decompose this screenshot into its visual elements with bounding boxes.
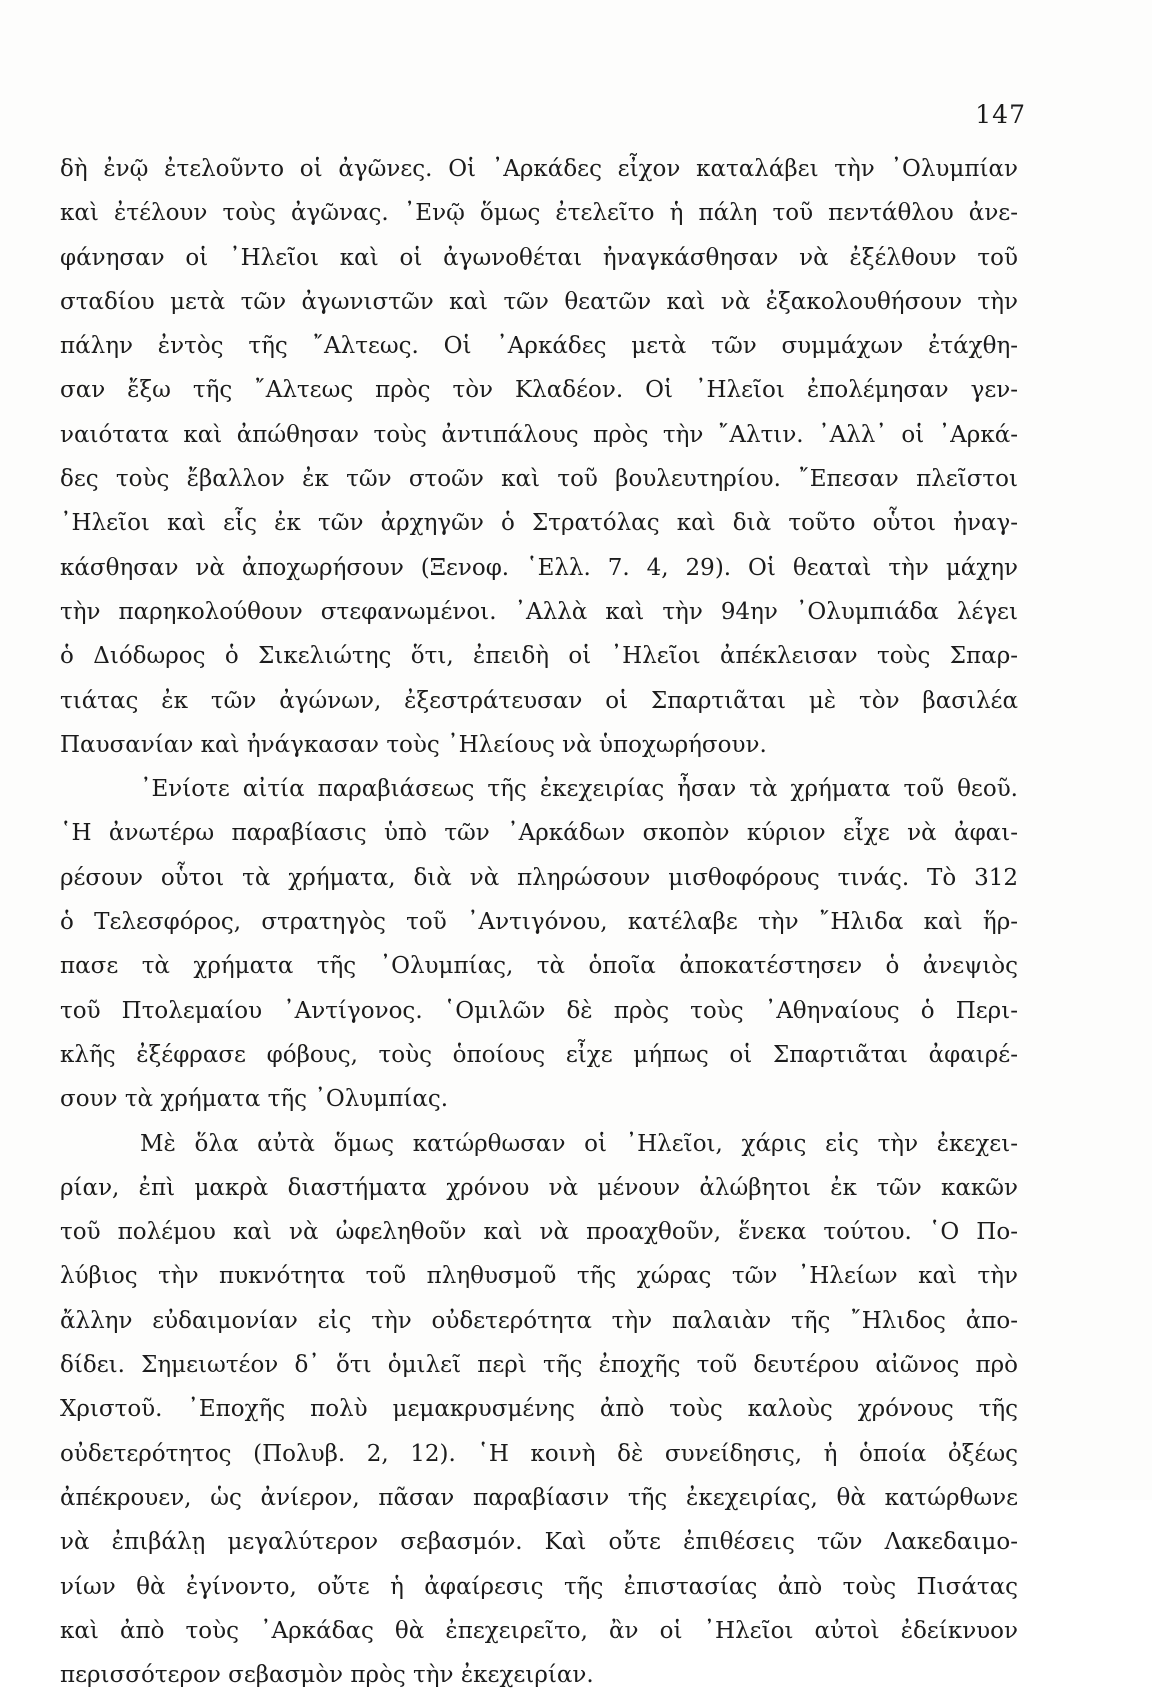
text-line: ᾽Ηλεῖοι καὶ εἷς ἐκ τῶν ἀρχηγῶν ὁ Στρατόλας καὶ διὰ τοῦτο οὗτοι ἠναγ- bbox=[60, 510, 1018, 537]
text-line: καὶ ἀπὸ τοὺς ᾽Αρκάδας θὰ ἐπεχειρεῖτο, ἂν οἱ ᾽Ηλεῖοι αὐτοὶ ἐδείκνυον bbox=[60, 1617, 1018, 1644]
text-line: ναιότατα καὶ ἀπώθησαν τοὺς ἀντιπάλους πρὸς τὴν ῎Αλτιν. ᾽Αλλ᾽ οἱ ᾽Αρκά- bbox=[60, 421, 1018, 448]
text-line: ρέσουν οὗτοι τὰ χρήματα, διὰ νὰ πληρώσουν μισθοφόρους τινάς. Τὸ 312 bbox=[60, 864, 1018, 891]
page-number: 147 bbox=[975, 100, 1026, 129]
text-line: κάσθησαν νὰ ἀποχωρήσουν (Ξενοφ. ῾Ελλ. 7. 4, 29). Οἱ θεαταὶ τὴν μάχην bbox=[60, 554, 1018, 581]
text-line: ὁ Τελεσφόρος, στρατηγὸς τοῦ ᾽Αντιγόνου, κατέλαβε τὴν ῎Ηλιδα καὶ ἥρ- bbox=[60, 909, 1018, 936]
text-line: Χριστοῦ. ᾽Εποχῆς πολὺ μεμακρυσμένης ἀπὸ τοὺς καλοὺς χρόνους τῆς bbox=[60, 1396, 1018, 1423]
text-line: σουν τὰ χρήματα τῆς ᾽Ολυμπίας. bbox=[60, 1086, 449, 1113]
body-text bbox=[60, 147, 1018, 1697]
text-line: νίων θὰ ἐγίνοντο, οὔτε ἡ ἀφαίρεσις τῆς ἐπιστασίας ἀπὸ τοὺς Πισάτας bbox=[60, 1573, 1018, 1600]
text-line: δίδει. Σημειωτέον δ᾽ ὅτι ὁμιλεῖ περὶ τῆς ἐποχῆς τοῦ δευτέρου αἰῶνος πρὸ bbox=[60, 1352, 1018, 1379]
text-line: σαν ἔξω τῆς ῎Αλτεως πρὸς τὸν Κλαδέον. Οἱ ᾽Ηλεῖοι ἐπολέμησαν γεν- bbox=[60, 377, 1018, 404]
text-line: δες τοὺς ἔβαλλον ἐκ τῶν στοῶν καὶ τοῦ βουλευτηρίου. ῎Επεσαν πλεῖστοι bbox=[60, 466, 1018, 493]
text-line: τοῦ Πτολεμαίου ᾽Αντίγονος. ῾Ομιλῶν δὲ πρὸς τοὺς ᾽Αθηναίους ὁ Περι- bbox=[60, 997, 1018, 1024]
text-line: Μὲ ὅλα αὐτὰ ὅμως κατώρθωσαν οἱ ᾽Ηλεῖοι, χάρις εἰς τὴν ἐκεχει- bbox=[140, 1130, 1018, 1157]
text-line: νὰ ἐπιβάλῃ μεγαλύτερον σεβασμόν. Καὶ οὔτε ἐπιθέσεις τῶν Λακεδαιμο- bbox=[60, 1529, 1018, 1556]
text-line: ῾Η ἀνωτέρω παραβίασις ὑπὸ τῶν ᾽Αρκάδων σκοπὸν κύριον εἶχε νὰ ἀφαι- bbox=[60, 820, 1018, 847]
text-line: λύβιος τὴν πυκνότητα τοῦ πληθυσμοῦ τῆς χώρας τῶν ᾽Ηλείων καὶ τὴν bbox=[60, 1263, 1018, 1290]
text-line: τὴν παρηκολούθουν στεφανωμένοι. ᾽Αλλὰ καὶ τὴν 94ην ᾽Ολυμπιάδα λέγει bbox=[60, 598, 1018, 625]
text-line: οὐδετερότητος (Πολυβ. 2, 12). ῾Η κοινὴ δὲ συνείδησις, ἡ ὁποία ὀξέως bbox=[60, 1440, 1018, 1467]
text-line: τιάτας ἐκ τῶν ἀγώνων, ἐξεστράτευσαν οἱ Σπαρτιᾶται μὲ τὸν βασιλέα bbox=[60, 687, 1018, 714]
text-line: ᾽Ενίοτε αἰτία παραβιάσεως τῆς ἐκεχειρίας ἦσαν τὰ χρήματα τοῦ θεοῦ. bbox=[140, 776, 1018, 803]
text-line: πασε τὰ χρήματα τῆς ᾽Ολυμπίας, τὰ ὁποῖα ἀποκατέστησεν ὁ ἀνεψιὸς bbox=[60, 953, 1018, 980]
text-line: τοῦ πολέμου καὶ νὰ ὠφεληθοῦν καὶ νὰ προαχθοῦν, ἕνεκα τούτου. ῾Ο Πο- bbox=[60, 1219, 1018, 1246]
text-line: ἀπέκρουεν, ὡς ἀνίερον, πᾶσαν παραβίασιν τῆς ἐκεχειρίας, θὰ κατώρθωνε bbox=[60, 1484, 1018, 1511]
text-line: δὴ ἐνῷ ἐτελοῦντο οἱ ἀγῶνες. Οἱ ᾽Αρκάδες εἶχον καταλάβει τὴν ᾽Ολυμπίαν bbox=[60, 156, 1018, 182]
text-line: κλῆς ἐξέφρασε φόβους, τοὺς ὁποίους εἶχε μήπως οἱ Σπαρτιᾶται ἀφαιρέ- bbox=[60, 1041, 1018, 1068]
text-line: ρίαν, ἐπὶ μακρὰ διαστήματα χρόνου νὰ μένουν ἀλώβητοι ἐκ τῶν κακῶν bbox=[60, 1174, 1018, 1201]
text-line: ὁ Διόδωρος ὁ Σικελιώτης ὅτι, ἐπειδὴ οἱ ᾽Ηλεῖοι ἀπέκλεισαν τοὺς Σπαρ- bbox=[60, 643, 1018, 670]
text-line: περισσότερον σεβασμὸν πρὸς τὴν ἐκεχειρίαν. bbox=[60, 1662, 594, 1689]
text-line: φάνησαν οἱ ᾽Ηλεῖοι καὶ οἱ ἀγωνοθέται ἠναγκάσθησαν νὰ ἐξέλθουν τοῦ bbox=[60, 244, 1018, 271]
text-line: Παυσανίαν καὶ ἠνάγκασαν τοὺς ᾽Ηλείους νὰ ὑποχωρήσουν. bbox=[60, 731, 767, 758]
text-line: καὶ ἐτέλουν τοὺς ἀγῶνας. ᾽Ενῷ ὅμως ἐτελεῖτο ἡ πάλη τοῦ πεντάθλου ἀνε- bbox=[60, 200, 1018, 227]
text-line: σταδίου μετὰ τῶν ἀγωνιστῶν καὶ τῶν θεατῶν καὶ νὰ ἐξακολουθήσουν τὴν bbox=[60, 288, 1018, 315]
text-line: πάλην ἐντὸς τῆς ῎Αλτεως. Οἱ ᾽Αρκάδες μετὰ τῶν συμμάχων ἐτάχθη- bbox=[60, 333, 1018, 360]
text-line: ἄλλην εὐδαιμονίαν εἰς τὴν οὐδετερότητα τὴν παλαιὰν τῆς ῎Ηλιδος ἀπο- bbox=[60, 1307, 1018, 1334]
